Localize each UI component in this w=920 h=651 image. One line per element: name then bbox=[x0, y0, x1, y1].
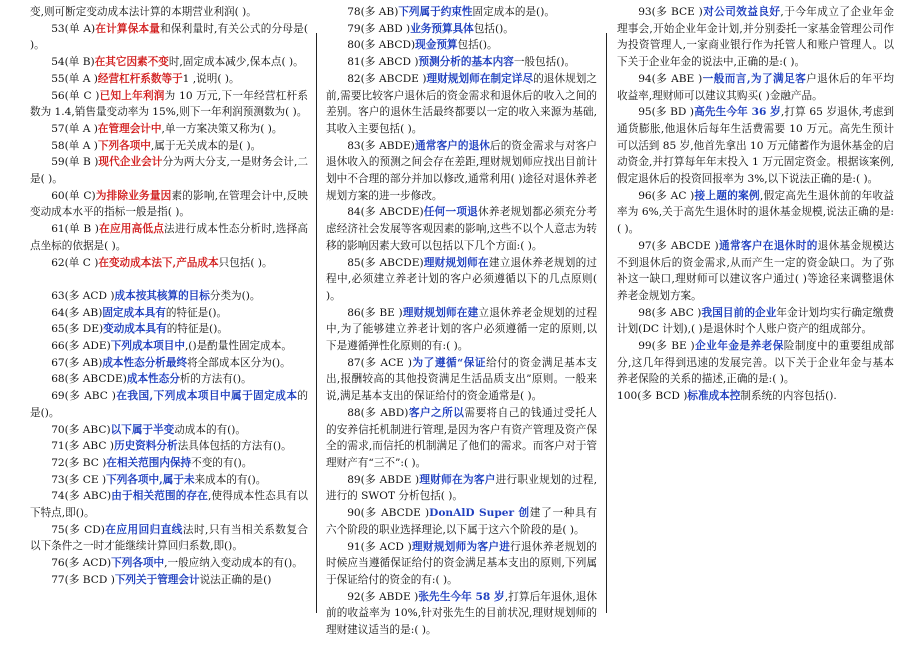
question-text: 户退休后的年平均收益率,理财师可以建议其购买( )金融产品。 bbox=[617, 72, 895, 102]
question-text: 建立退休养老规划的过程中,必须建立养老计划的客户必须遵循以下的几点原则( )。 bbox=[326, 256, 598, 302]
question-text: 78(多 AB) bbox=[347, 6, 399, 18]
question-item bbox=[30, 438, 308, 455]
question-item bbox=[30, 188, 308, 221]
question-item bbox=[326, 204, 597, 254]
keyword-highlight: 历史资料分析 bbox=[114, 440, 178, 453]
column-2 bbox=[326, 4, 597, 639]
column-1 bbox=[30, 4, 308, 589]
keyword-highlight: 理财规划师在建 bbox=[402, 306, 479, 319]
keyword-highlight: 现代企业会计 bbox=[98, 156, 163, 169]
question-item bbox=[30, 338, 308, 355]
question-text: 法时,只有当相关系数复合以下条件之一时才能继续计算回归系数,即()。 bbox=[30, 523, 308, 553]
keyword-highlight: 企业年金是养老保 bbox=[694, 340, 784, 353]
question-text: 69(多 ABC ) bbox=[51, 390, 116, 403]
question-item bbox=[30, 21, 308, 54]
question-text: 和保利量时,有关公式的分母是( )。 bbox=[30, 22, 309, 52]
question-item bbox=[326, 589, 597, 639]
question-text: 后的资金需求与对客户退休收入的预测之间会存在差距,理财规划师应找出目前计划中不合理的部分并加以修改,通常利用( )途径对退休养老规划方案的进一步修改。 bbox=[326, 139, 598, 202]
question-text: 时,固定成本减少,保本点( )。 bbox=[168, 56, 304, 69]
question-text: 66(多 ADE) bbox=[51, 340, 111, 353]
question-text: 不变的有()。 bbox=[191, 456, 253, 469]
keyword-highlight: 高先生今年 36 岁 bbox=[694, 106, 781, 119]
question-item bbox=[30, 555, 308, 572]
question-item bbox=[30, 305, 308, 322]
question-text: ,打算 65 岁退休,考虑到通货膨胀,他退休后每年生活费需要 10 万元。高先生预计可以活到 85 岁,他首先拿出 10 万元储蓄作为退休基金的启动资金,并打算每年年末投入 1 万元固定资金。根据该案例,假定退休后的投资回报率为 3%,以下说法正确的是:( )。 bbox=[617, 106, 895, 186]
keyword-highlight: DonAlD Super 创 bbox=[429, 507, 530, 520]
question-text: 一般包括()。 bbox=[513, 56, 576, 69]
question-text: 91(多 ACD ) bbox=[347, 540, 412, 553]
question-text: 的退休规划之前,需要比较客户退休后的资金需求和退休后的收入之间的差别。客户的退休生活最终都要以一定的收入来源为基础,其收入主要包括( )。 bbox=[326, 72, 598, 135]
question-item bbox=[617, 338, 894, 388]
keyword-highlight: 在管理会计中 bbox=[97, 122, 162, 135]
question-item bbox=[617, 71, 894, 104]
question-text: 给付的资金满足基本支出,报酬较高的其他投资满足生活品质支出”原则。一般来说,满足基本支出的保证给付的资金通常是( )。 bbox=[326, 356, 598, 403]
question-text: 74(多 ABC) bbox=[51, 490, 112, 503]
question-item bbox=[30, 422, 308, 439]
question-text: 89(多 ABDE ) bbox=[347, 473, 420, 486]
question-text: 59(单 B ) bbox=[51, 156, 99, 169]
question-text: 97(多 ABCDE ) bbox=[638, 239, 719, 252]
keyword-highlight: 成本按其核算的目标 bbox=[114, 289, 210, 302]
keyword-highlight: 由于相关范围的存在 bbox=[111, 490, 208, 503]
keyword-highlight: 已知上年利润 bbox=[99, 89, 165, 102]
keyword-highlight: 在计算保本量 bbox=[95, 22, 161, 35]
question-item bbox=[30, 255, 308, 272]
question-item bbox=[617, 4, 894, 71]
question-item bbox=[30, 54, 308, 71]
question-text: 72(多 BC ) bbox=[51, 456, 107, 469]
question-text: 变,则可断定变动成本法计算的本期营业利润( )。 bbox=[30, 6, 257, 18]
keyword-highlight: 通常客户在退休时的 bbox=[718, 239, 818, 252]
question-text: 75(多 CD) bbox=[51, 523, 105, 536]
column-divider bbox=[316, 33, 317, 613]
question-text: 57(单 A ) bbox=[51, 122, 98, 135]
question-item bbox=[326, 54, 597, 71]
question-item bbox=[30, 138, 308, 155]
question-text: ,单一方案决策又称为( )。 bbox=[161, 122, 283, 135]
question-item bbox=[326, 305, 597, 355]
question-text: 包括()。 bbox=[473, 22, 514, 35]
question-text: 76(多 ACD) bbox=[51, 557, 112, 570]
question-item bbox=[30, 71, 308, 88]
question-text: 包括()。 bbox=[457, 39, 498, 52]
question-text: 来成本的有()。 bbox=[194, 473, 267, 486]
question-text: 79(多 ABD ) bbox=[347, 22, 411, 35]
question-item bbox=[30, 121, 308, 138]
question-text: 需要将自己的钱通过受托人的安养信托机制进行管理,是因为客户有资产管理及资产保全的需求,而信托的机制满足了他们的需求。而客户对于管理财产有“三不”:( )。 bbox=[326, 406, 598, 469]
question-text: 制系统的内容包括(). bbox=[740, 390, 837, 403]
keyword-highlight: 张先生今年 58 岁 bbox=[418, 590, 505, 603]
question-item bbox=[617, 188, 894, 238]
question-text: 的特征是()。 bbox=[166, 323, 228, 336]
question-text: 94(多 ABE ) bbox=[638, 72, 703, 85]
question-text: 100(多 BCD ) bbox=[617, 390, 688, 403]
question-text: 99(多 BE ) bbox=[638, 340, 695, 353]
question-text: 88(多 ABD) bbox=[347, 406, 409, 419]
question-text: ,使得成本性态具有以下特点,即()。 bbox=[30, 490, 308, 520]
question-text: 70(多 ABC) bbox=[51, 423, 111, 436]
question-text: 68(多 ABCDE) bbox=[51, 373, 127, 386]
question-item bbox=[30, 472, 308, 489]
keyword-highlight: 在变动成本法下,产品成本 bbox=[98, 256, 219, 269]
question-text: 86(多 BE ) bbox=[347, 306, 403, 319]
question-item bbox=[30, 221, 308, 254]
question-text: 81(多 ABCD ) bbox=[347, 56, 419, 69]
question-text: 的是()。 bbox=[30, 390, 309, 419]
column-divider bbox=[606, 33, 607, 613]
question-item bbox=[30, 572, 308, 589]
keyword-highlight: 为排除业务量因 bbox=[95, 189, 172, 202]
question-text: 54(单 B) bbox=[51, 56, 95, 69]
question-text: 62(单 C ) bbox=[51, 256, 99, 269]
question-item bbox=[30, 488, 308, 521]
question-item bbox=[326, 4, 597, 21]
keyword-highlight: 通常客户的退休 bbox=[414, 139, 491, 152]
question-item bbox=[617, 305, 894, 338]
keyword-highlight: 以下属于半变 bbox=[110, 423, 175, 436]
question-item bbox=[30, 455, 308, 472]
question-item bbox=[30, 388, 308, 421]
keyword-highlight: 变动成本具有 bbox=[103, 323, 167, 336]
question-text: 56(单 C ) bbox=[51, 89, 100, 102]
question-item bbox=[30, 355, 308, 372]
question-text: 险制度中的重要组成部分,这几年得到迅速的发展完善。以下关于企业年金与基本养老保险的关系的描述,正确的是:( )。 bbox=[617, 340, 895, 386]
question-text: 96(多 AC ) bbox=[638, 189, 695, 202]
question-item bbox=[30, 4, 308, 21]
keyword-highlight: 客户之所以 bbox=[408, 406, 465, 419]
question-text: 90(多 ABCDE ) bbox=[347, 507, 430, 520]
keyword-highlight: 理财师在为客户 bbox=[419, 473, 496, 486]
question-text: 分类为()。 bbox=[209, 289, 261, 302]
question-item bbox=[326, 21, 597, 38]
question-text: 55(单 A ) bbox=[51, 72, 98, 85]
question-text: ,打算后年退休,退休前的收益率为 10%,针对张先生的目前状况,理财规划师的理财建议适当的是:( )。 bbox=[326, 590, 598, 637]
question-text: 年金计划均实行确定缴费计划(DC 计划),( )是退休时个人账户资产的组成部分。 bbox=[617, 306, 895, 336]
keyword-highlight: 下列关于管理会计 bbox=[114, 573, 200, 586]
question-text: 将全部成本区分为()。 bbox=[187, 356, 291, 369]
question-text: 析的方法有()。 bbox=[179, 373, 252, 386]
question-text: 1 ,说明( )。 bbox=[182, 72, 240, 85]
keyword-highlight: 为了遵循“保证 bbox=[411, 356, 487, 369]
question-text: 为 10 万元,下一年经营杠杆系数为 1.4,销售量变动率为 15%,则下一年利润预测数为( )。 bbox=[30, 89, 308, 119]
question-text: 83(多 ABDE) bbox=[347, 139, 415, 152]
question-text: 58(单 A ) bbox=[51, 139, 98, 152]
question-item bbox=[617, 238, 894, 305]
keyword-highlight: 一般而言,为了满足客 bbox=[702, 72, 807, 85]
question-text: 95(多 BD ) bbox=[638, 106, 695, 119]
keyword-highlight: 在应用高低点 bbox=[98, 223, 165, 236]
keyword-highlight: 对公司效益良好 bbox=[702, 6, 781, 18]
question-text: 休养老规划都必须充分考虑经济社会发展等客观因素的影响,这些不以个人意志为转移的影响因素大致可以包括以下几个方面:( )。 bbox=[326, 206, 597, 252]
keyword-highlight: 业务预算具体 bbox=[410, 22, 474, 35]
keyword-highlight: 成本性态分析最终 bbox=[102, 356, 188, 369]
keyword-highlight: 在我国,下列成本项目中属于固定成本 bbox=[115, 390, 298, 403]
question-text: ,属于无关成本的是( )。 bbox=[150, 139, 262, 152]
keyword-highlight: 任何一项退 bbox=[423, 206, 479, 219]
question-item bbox=[326, 539, 597, 589]
question-text: ,一般应纳入变动成本的有()。 bbox=[164, 557, 303, 570]
question-item bbox=[326, 472, 597, 505]
question-text: 法具体包括的方法有()。 bbox=[177, 440, 292, 453]
question-text: 素的影响,在管理会计中,反映变动成本水平的指标一般是指( )。 bbox=[30, 189, 308, 219]
question-text: ,于今年成立了企业年金理事会,开始企业年金计划,并分别委托一家基金管理公司作为投资管理人,一家商业银行作为托管人和账户管理人。以下关于企业年金的说法中,正确的是:( )。 bbox=[617, 6, 895, 69]
question-item bbox=[326, 255, 597, 305]
question-text: 立退休养老金规划的过程中,为了能够建立养老计划的客户必须遵循一定的原则,以下是遵循弹性化原则的有:( )。 bbox=[326, 306, 598, 353]
question-text: 67(多 AB) bbox=[51, 356, 103, 369]
question-text: 84(多 ABCDE) bbox=[347, 206, 424, 219]
question-item bbox=[30, 154, 308, 187]
question-text: 行退休养老规划的时候应当遵循保证给付的资金满足基本支出的原则,下列属于保证给付的资金的有:( )。 bbox=[326, 540, 598, 586]
keyword-highlight: 成本性态分 bbox=[126, 373, 180, 386]
question-text: 93(多 BCE ) bbox=[638, 6, 703, 18]
keyword-highlight: 理财规划师在制定详尽 bbox=[426, 72, 534, 85]
question-text: 80(多 ABCD) bbox=[347, 39, 416, 52]
keyword-highlight: 下列属于约束性 bbox=[398, 6, 473, 18]
keyword-highlight: 经营杠杆系数等于 bbox=[97, 72, 183, 85]
keyword-highlight: 下列各项中 bbox=[111, 557, 165, 570]
question-text: 63(多 ACD ) bbox=[51, 289, 115, 302]
question-text: 61(单 B ) bbox=[51, 223, 99, 236]
question-text: 53(单 A) bbox=[51, 22, 96, 35]
question-item bbox=[326, 505, 597, 538]
question-text: 固定成本的是()。 bbox=[472, 6, 555, 18]
keyword-highlight: 理财规划师在 bbox=[423, 256, 489, 269]
question-item bbox=[326, 37, 597, 54]
question-text: 82(多 ABCDE ) bbox=[347, 72, 427, 85]
keyword-highlight: 固定成本具有 bbox=[102, 306, 166, 319]
question-text: 法进行成本性态分析时,选择高点坐标的依据是( )。 bbox=[30, 223, 308, 252]
question-text: 的特征是()。 bbox=[165, 306, 228, 319]
question-text: 71(多 ABC ) bbox=[51, 440, 114, 453]
question-item bbox=[617, 104, 894, 188]
question-text: ,()是酌量性固定成本。 bbox=[184, 340, 292, 353]
question-item bbox=[326, 405, 597, 472]
question-text: 64(多 AB) bbox=[51, 306, 103, 319]
keyword-highlight: 理财规划师为客户进 bbox=[411, 540, 511, 553]
question-item bbox=[30, 321, 308, 338]
keyword-highlight: 现金预算 bbox=[415, 39, 458, 52]
question-text: 73(多 CE ) bbox=[51, 473, 107, 486]
question-item bbox=[326, 138, 597, 205]
question-text: ,假定高先生退休前的年收益率为 6%,关于高先生退休时的退休基金规模,说法正确的是:( )。 bbox=[617, 189, 895, 236]
keyword-highlight: 在其它因素不变 bbox=[94, 56, 169, 69]
keyword-highlight: 预测分析的基本内容 bbox=[418, 56, 514, 69]
question-item bbox=[30, 288, 308, 305]
question-text: 92(多 ABDE ) bbox=[347, 590, 419, 603]
question-text: 分为两大分支,一是财务会计,二是( )。 bbox=[30, 156, 308, 186]
keyword-highlight: 下列成本项目中 bbox=[110, 340, 185, 353]
question-item bbox=[326, 355, 597, 405]
column-3 bbox=[617, 4, 894, 405]
keyword-highlight: 下列各项中,属于未 bbox=[106, 473, 195, 486]
question-text: 动成本的有()。 bbox=[174, 423, 247, 436]
question-text: 只包括( )。 bbox=[218, 256, 273, 269]
keyword-highlight: 在相关范围内保持 bbox=[106, 456, 192, 469]
question-item bbox=[326, 71, 597, 138]
keyword-highlight: 我国目前的企业 bbox=[701, 306, 777, 319]
question-text: 98(多 ABC ) bbox=[638, 306, 702, 319]
keyword-highlight: 下列各项中 bbox=[97, 139, 151, 152]
question-text: 进行职业规划的过程,进行的 SWOT 分析包括( )。 bbox=[326, 473, 597, 503]
question-text: 说法正确的是() bbox=[199, 573, 272, 586]
question-item bbox=[30, 522, 308, 555]
question-text: 建了一种具有六个阶段的职业选择理论,以下属于这六个阶段的是( )。 bbox=[326, 507, 598, 536]
keyword-highlight: 接上题的案例 bbox=[694, 189, 760, 202]
question-text: 退休基金规模达不到退休后的资金需求,从而产生一定的资金缺口。为了弥补这一缺口,理财师可以建议客户通过( )等途径来调整退休养老金规划方案。 bbox=[617, 239, 895, 302]
question-text: 87(多 ACE ) bbox=[347, 356, 412, 369]
question-text: 60(单 C) bbox=[51, 189, 96, 202]
keyword-highlight: 在应用回归直线 bbox=[104, 523, 183, 536]
question-text: 65(多 DE) bbox=[51, 323, 104, 336]
question-item bbox=[617, 388, 894, 405]
keyword-highlight: 标准成本控 bbox=[687, 390, 741, 403]
question-item bbox=[30, 88, 308, 121]
question-item bbox=[30, 371, 308, 388]
question-text: 85(多 ABCDE) bbox=[347, 256, 424, 269]
question-text: 77(多 BCD ) bbox=[51, 573, 115, 586]
